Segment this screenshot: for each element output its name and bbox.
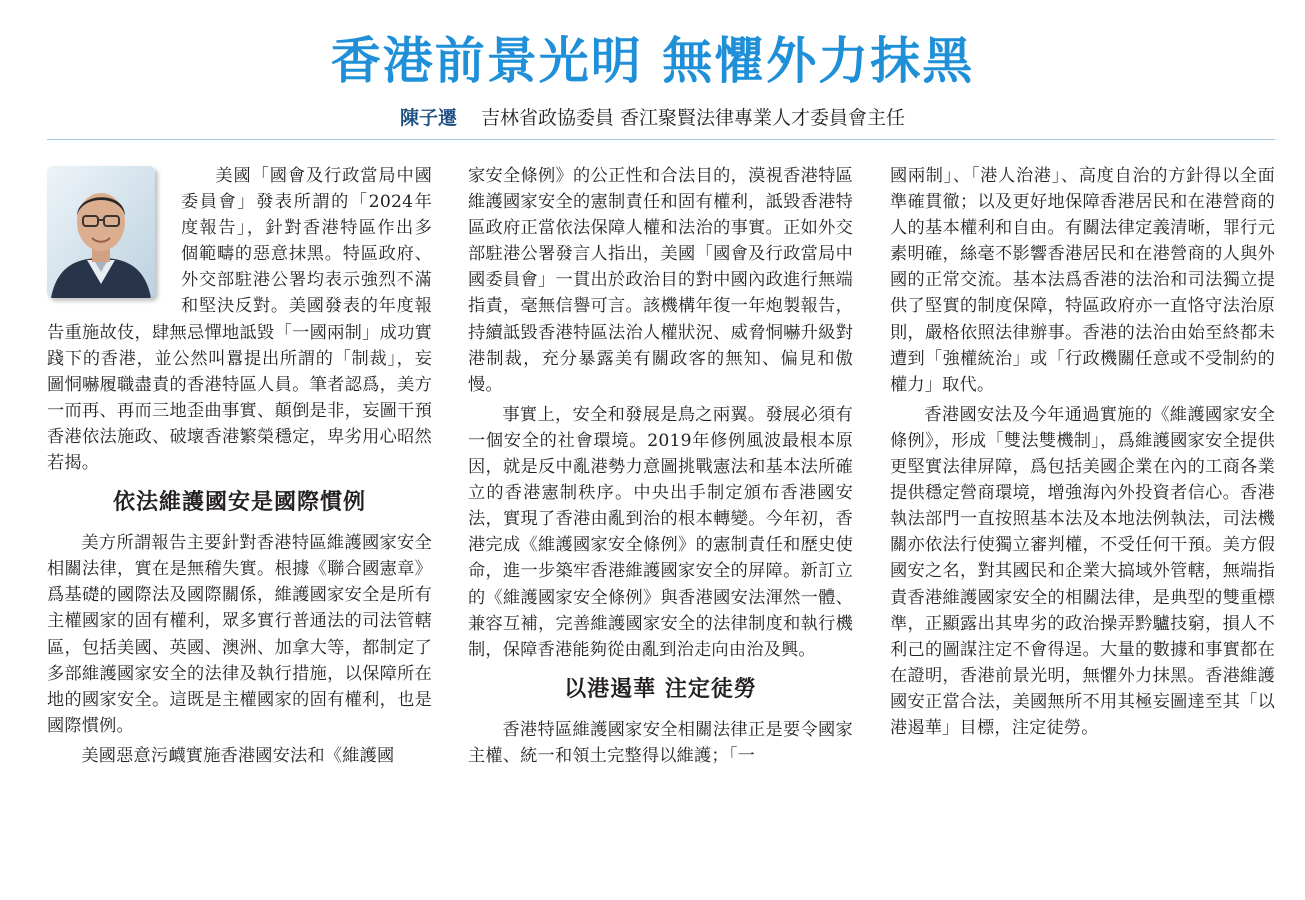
paragraph: 美國「國會及行政當局中國委員會」發表所謂的「2024年度報告」，針對香港特區作出多個範疇的惡意抹黑。特區政府、外交部駐港公署均表示強烈不滿和堅決反對。美國發表的年度報告重施故伎，肆無忌憚地詆毀「一國兩制」成功實踐下的香港，並公然叫囂提出所謂的「制裁」，妄圖恫嚇履職盡責的香港特區人員。筆者認爲，美方一而再、再而三地歪曲事實、顛倒是非，妄圖干預香港依法施政、破壞香港繁榮穩定，卑劣用心昭然若揭。 [47, 166, 432, 474]
author-titles: 吉林省政協委員 香江聚賢法律專業人才委員會主任 [481, 107, 906, 129]
column-3 [890, 163, 1275, 745]
column-1 [47, 163, 432, 773]
byline [0, 103, 1305, 133]
paragraph: 香港特區維護國家安全相關法律正是要令國家主權、統一和領土完整得以維護；「一 [468, 719, 853, 766]
subheading: 依法維護國安是國際慣例 [112, 490, 366, 516]
paragraph: 美方所謂報告主要針對香港特區維護國家安全相關法律，實在是無稽失實。根據《聯合國憲章》爲基礎的國際法及國際關係，維護國家安全是所有主權國家的固有權利，眾多實行普通法的司法管轄區，包括美國、英國、澳洲、加拿大等，都制定了多部維護國家安全的法律及執行措施，以保障所在地的國家安全。這既是主權國家的固有權利，也是國際慣例。 [47, 533, 432, 736]
author-name: 陳子遷 [399, 107, 457, 129]
paragraph: 事實上，安全和發展是鳥之兩翼。發展必須有一個安全的社會環境。2019年修例風波最根本原因，就是反中亂港勢力意圖挑戰憲法和基本法所確立的香港憲制秩序。中央出手制定頒布香港國安法，實現了香港由亂到治的根本轉變。今年初，香港完成《維護國家安全條例》的憲制責任和歷史使命，進一步築牢香港維護國家安全的屏障。新訂立的《維護國家安全條例》與香港國安法渾然一體、兼容互補，完善維護國家安全的法律制度和執行機制，保障香港能夠從由亂到治走向由治及興。 [468, 404, 853, 660]
author-portrait-icon [47, 166, 155, 298]
paragraph: 美國惡意污衊實施香港國安法和《維護國 [81, 745, 395, 766]
paragraph: 香港國安法及今年通過實施的《維護國家安全條例》，形成「雙法雙機制」，爲維護國家安全提供更堅實法律屏障，爲包括美國企業在內的工商各業提供穩定營商環境，增強海內外投資者信心。香港執法部門一直按照基本法及本地法例執法，司法機關亦依法行使獨立審判權，不受任何干預。美方假國安之名，對其國民和企業大搞域外管轄，無端指責香港維護國家安全的相關法律，是典型的雙重標準，正顯露出其卑劣的政治操弄黔驢技窮，損人不利己的圖謀注定不會得逞。大量的數據和事實都在在證明，香港前景光明，無懼外力抹黑。香港維護國安正當合法，美國無所不用其極妄圖達至其「以港遏華」目標，注定徒勞。 [890, 404, 1275, 738]
column-2 [468, 163, 853, 773]
paragraph: 國兩制」、「港人治港」、高度自治的方針得以全面準確貫徹；以及更好地保障香港居民和在港營商的人的基本權利和自由。有關法律定義清晰，罪行元素明確，絲毫不影響香港居民和在港營商的人與外國的正常交流。基本法爲香港的法治和司法獨立提供了堅實的制度保障，特區政府亦一直恪守法治原則，嚴格依照法律辦事。香港的法治由始至終都未遭到「強權統治」或「行政機關任意或不受制約的權力」取代。 [890, 166, 1275, 395]
paragraph: 家安全條例》的公正性和合法目的，漠視香港特區維護國家安全的憲制責任和固有權利，詆毀香港特區政府正當依法保障人權和法治的事實。正如外交部駐港公署發言人指出，美國「國會及行政當局中國委員會」一貫出於政治目的對中國內政進行無端指責，毫無信譽可言。該機構年復一年炮製報告，持續詆毀香港特區法治人權狀況、威脅恫嚇升級對港制裁，充分暴露美有關政客的無知、偏見和傲慢。 [468, 166, 853, 395]
header-divider [47, 139, 1275, 140]
subheading: 以港遏華 注定徒勞 [564, 676, 757, 702]
headline: 香港前景光明 無懼外力抹黑 [330, 32, 975, 90]
